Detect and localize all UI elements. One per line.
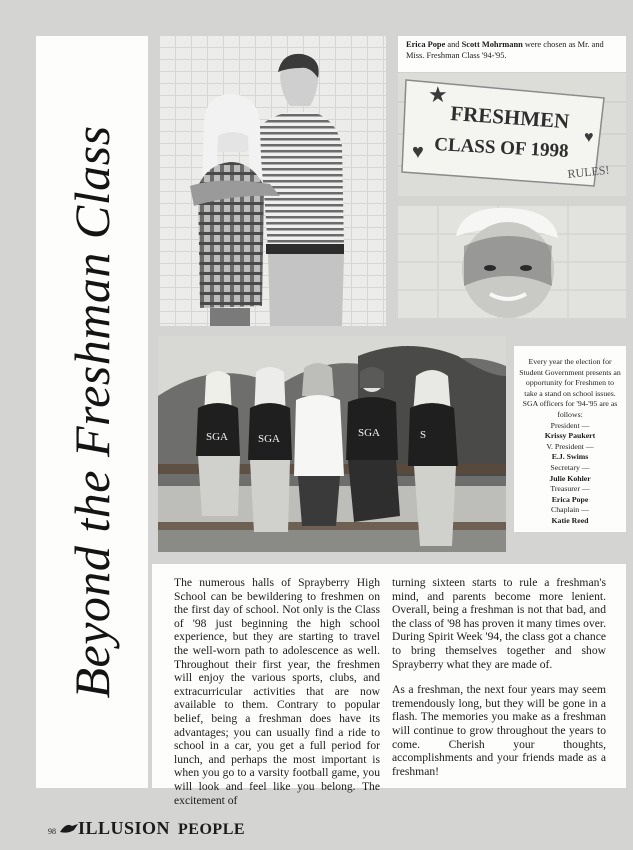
body-column-1 bbox=[174, 576, 380, 819]
banner-graffiti: RULES! bbox=[566, 162, 611, 181]
title-panel bbox=[36, 36, 148, 788]
svg-text:♥: ♥ bbox=[584, 129, 594, 146]
page-footer bbox=[48, 818, 245, 839]
officer-name-treasurer: Erica Pope bbox=[551, 494, 589, 504]
body-paragraph-2: As a freshman, the next four years may seem tremendously long, but they will be gone in a flash. The memories you make as a freshman will continue to grow throughout the years to come. Cherish your thoughts, accomplishments and your friends made as a freshman! bbox=[392, 683, 606, 778]
shirt-text-4: S bbox=[420, 429, 427, 441]
body-paragraph-1-continued: turning sixteen starts to rule a freshman's mind, and parents become more lenient. Overall, being a freshman is not that bad, and the class of '98 has proven it many times over. During Spirit Week '94, the class got a chance to bring themselves together and show Sprayberry what they are made of. bbox=[392, 576, 606, 671]
caption-name-1: Erica Pope bbox=[406, 40, 446, 49]
section-label: PEOPLE bbox=[178, 821, 246, 838]
page-number: 98 bbox=[48, 827, 56, 836]
officer-role-president: President — bbox=[550, 420, 590, 430]
svg-text:♥: ♥ bbox=[412, 141, 424, 163]
couple-photo bbox=[160, 36, 386, 326]
portrait-photo bbox=[398, 206, 626, 318]
svg-text:★: ★ bbox=[428, 82, 448, 107]
logo-bird-icon bbox=[60, 818, 78, 830]
caption-rest: were chosen as Mr. and Miss. Freshman Class '94-'95. bbox=[406, 40, 604, 60]
officer-name-secretary: Julie Kohler bbox=[549, 473, 591, 483]
caption-name-2: Scott Mohrmann bbox=[461, 40, 523, 49]
logo-text: ILLUSION bbox=[78, 818, 171, 838]
caption-and: and bbox=[445, 40, 462, 49]
banner-photo bbox=[398, 72, 626, 196]
body-paragraph-1: The numerous halls of Sprayberry High School can be bewildering to freshmen on the first day of school. Not only is the Class of '98 just beginning the high school experience, but they are starting to travel the well-worn path to adolescence as well. Throughout their first year, the freshmen will enjoy the various sports, clubs, and extracurricular activities that are now available to them. Contrary to popular belief, being a freshman does have its advantages; you can usually find a ride to school in a car, you get a full period for lunch, and perhaps the most important is when you go to a varsity football game, you will look and feel like you belong. The excitement of bbox=[174, 576, 380, 807]
officer-name-president: Krissy Paukert bbox=[544, 431, 596, 441]
officer-name-chaplain: Katie Reed bbox=[551, 515, 589, 525]
sga-caption bbox=[514, 346, 626, 532]
page-title: Beyond the Freshman Class bbox=[64, 125, 120, 699]
banner-line-1: FRESHMEN bbox=[449, 101, 571, 134]
sga-intro: Every year the election for Student Government presents an opportunity for Freshmen to take a stand on school issues. SGA officers for '94-'95 are as follows: bbox=[519, 357, 621, 419]
officer-role-chaplain: Chaplain — bbox=[551, 505, 589, 515]
couple-caption bbox=[398, 36, 626, 72]
officer-role-vice-president: V. President — bbox=[546, 441, 594, 451]
officer-role-treasurer: Treasurer — bbox=[550, 484, 590, 494]
shirt-text-3: SGA bbox=[358, 427, 381, 439]
banner-line-2: CLASS OF 1998 bbox=[433, 134, 570, 163]
officer-name-vice-president: E.J. Swims bbox=[551, 452, 589, 462]
body-copy bbox=[152, 564, 626, 807]
shirt-text-2: SGA bbox=[258, 433, 281, 445]
yearbook-logo bbox=[60, 818, 170, 839]
body-column-2 bbox=[392, 576, 606, 790]
shirt-text-1: SGA bbox=[206, 431, 229, 443]
officer-role-secretary: Secretary — bbox=[550, 462, 590, 472]
sga-group-photo bbox=[158, 336, 506, 552]
